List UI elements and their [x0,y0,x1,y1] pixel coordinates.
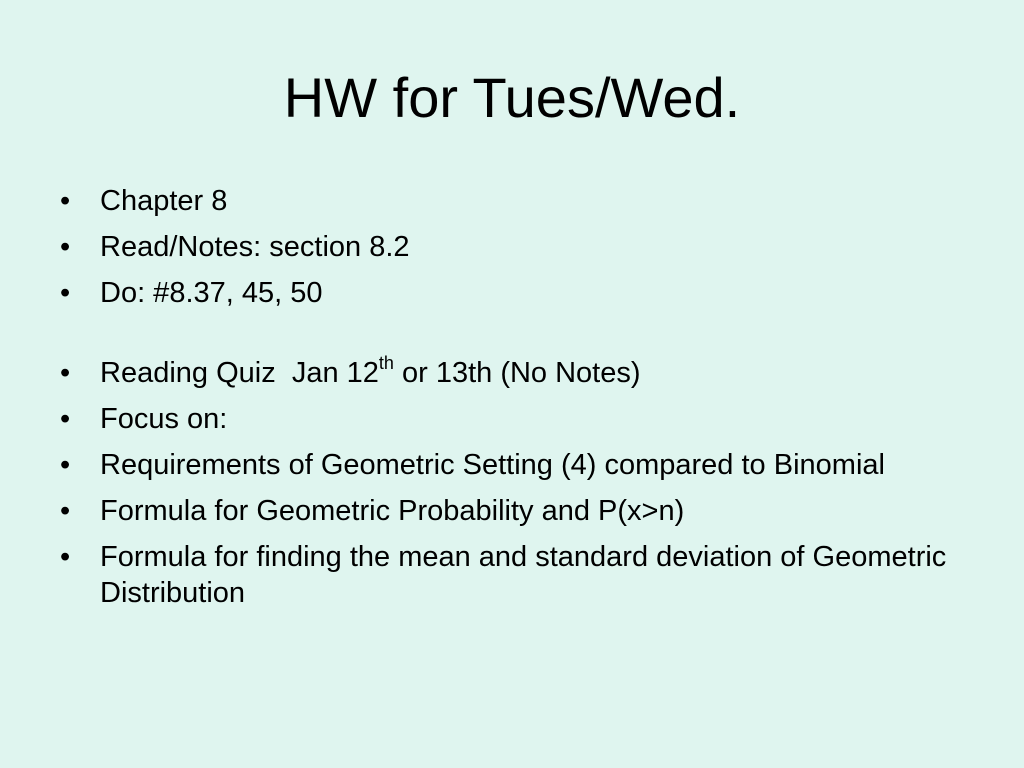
bullet-reading-quiz [60,355,960,391]
slide-title: HW for Tues/Wed. [283,66,741,129]
quiz-superscript: th [378,353,394,374]
bullet-icon: • [60,449,71,481]
quiz-prefix: Reading Quiz Jan 12 [100,357,379,389]
bullet-text [100,353,641,389]
bullet-icon: • [60,277,71,309]
bullet-icon: • [60,495,71,527]
bullet-mean-std [60,539,960,611]
bullet-icon: • [60,185,71,217]
bullet-icon: • [60,231,71,263]
quiz-suffix: or 13th (No Notes) [393,357,641,389]
bullet-list [60,183,960,621]
bullet-icon: • [60,541,71,573]
bullet-text: Focus on: [100,403,228,435]
bullet-text: Requirements of Geometric Setting (4) compared to Binomial [100,449,885,481]
bullet-text: Formula for finding the mean and standard deviation of Geometric Distribution [100,541,947,609]
bullet-read-notes [60,229,960,265]
bullet-text: Formula for Geometric Probability and P(x>n) [100,495,685,527]
bullet-text: Chapter 8 [100,185,228,217]
bullet-chapter [60,183,960,219]
bullet-text: Do: #8.37, 45, 50 [100,277,323,309]
bullet-do [60,275,960,311]
bullet-icon: • [60,357,71,389]
bullet-text: Read/Notes: section 8.2 [100,231,410,263]
bullet-focus-on [60,401,960,437]
bullet-geometric-probability [60,493,960,529]
bullet-requirements [60,447,960,483]
bullet-icon: • [60,403,71,435]
